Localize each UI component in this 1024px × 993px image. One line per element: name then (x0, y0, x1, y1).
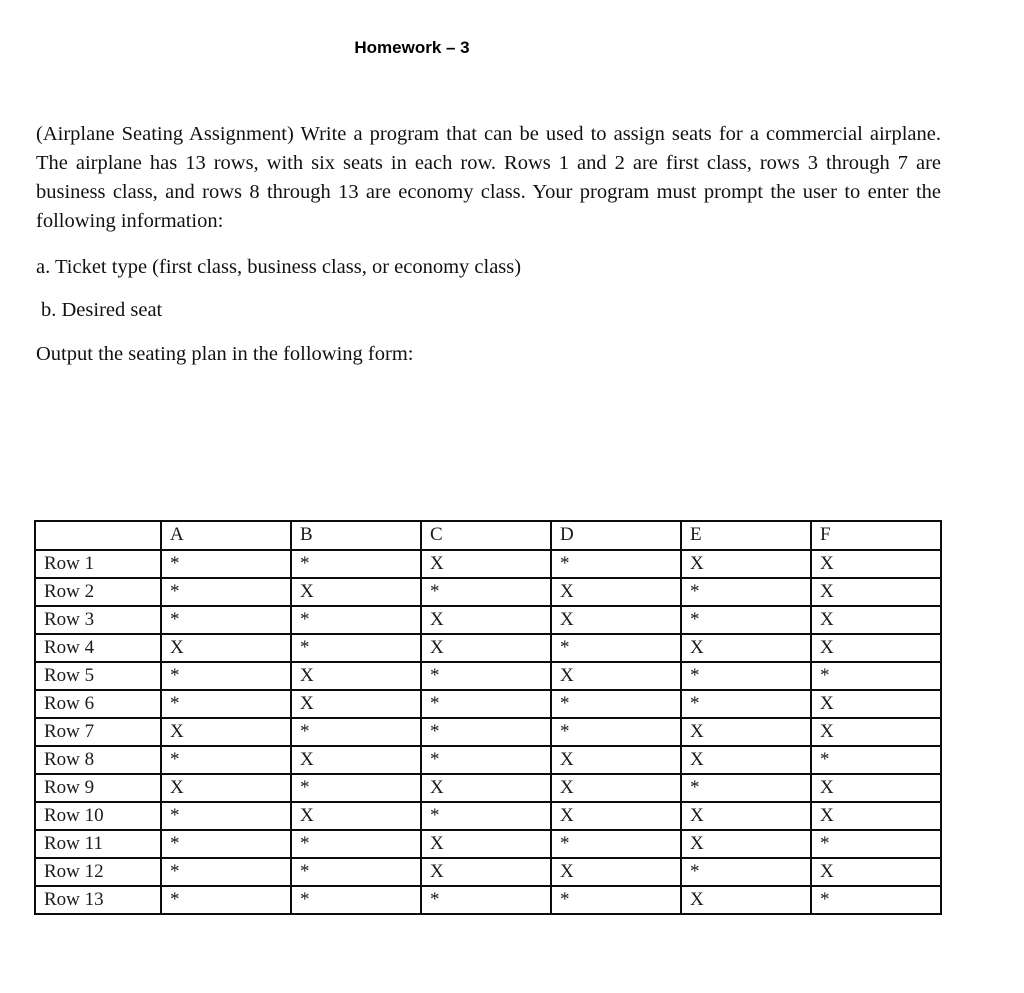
seat-cell: X (681, 886, 811, 914)
row-label: Row 9 (35, 774, 161, 802)
seat-cell: X (551, 662, 681, 690)
seat-cell: X (551, 774, 681, 802)
seat-cell: X (421, 606, 551, 634)
seat-cell: X (681, 746, 811, 774)
seat-cell: * (421, 886, 551, 914)
seat-cell: * (291, 550, 421, 578)
seat-cell: * (681, 690, 811, 718)
table-row (35, 550, 941, 578)
seat-cell: * (161, 662, 291, 690)
seat-cell: X (811, 606, 941, 634)
table-row (35, 690, 941, 718)
table-row (35, 578, 941, 606)
seat-cell: X (421, 830, 551, 858)
column-header-e: E (681, 521, 811, 550)
table-row (35, 886, 941, 914)
seat-cell: X (421, 858, 551, 886)
seat-cell: X (291, 746, 421, 774)
seat-cell: X (551, 746, 681, 774)
table-row (35, 858, 941, 886)
seat-cell: * (161, 690, 291, 718)
table-header-row (35, 521, 941, 550)
seat-cell: * (291, 634, 421, 662)
seat-cell: * (161, 550, 291, 578)
seat-cell: * (161, 802, 291, 830)
table-row (35, 718, 941, 746)
row-label: Row 2 (35, 578, 161, 606)
table-row (35, 662, 941, 690)
seat-cell: * (551, 886, 681, 914)
seat-cell: X (681, 802, 811, 830)
seat-cell: X (811, 774, 941, 802)
column-header-d: D (551, 521, 681, 550)
seat-cell: * (291, 774, 421, 802)
seat-cell: * (161, 830, 291, 858)
seat-cell: X (421, 550, 551, 578)
seat-cell: X (811, 690, 941, 718)
row-label: Row 7 (35, 718, 161, 746)
seat-cell: X (811, 802, 941, 830)
seat-cell: * (291, 606, 421, 634)
seat-cell: * (681, 774, 811, 802)
column-header-blank (35, 521, 161, 550)
seat-cell: * (421, 690, 551, 718)
seat-cell: X (681, 550, 811, 578)
seat-cell: X (551, 578, 681, 606)
table-row (35, 746, 941, 774)
seat-cell: * (291, 858, 421, 886)
seat-cell: * (551, 550, 681, 578)
seat-cell: * (681, 858, 811, 886)
seat-cell: * (551, 830, 681, 858)
seat-cell: * (681, 578, 811, 606)
row-label: Row 10 (35, 802, 161, 830)
seat-cell: * (291, 718, 421, 746)
seat-cell: X (291, 578, 421, 606)
seat-cell: X (291, 662, 421, 690)
seat-cell: * (421, 578, 551, 606)
seat-cell: * (161, 578, 291, 606)
table-row (35, 634, 941, 662)
row-label: Row 4 (35, 634, 161, 662)
seat-cell: * (551, 718, 681, 746)
table-row (35, 802, 941, 830)
seat-cell: * (681, 606, 811, 634)
row-label: Row 13 (35, 886, 161, 914)
seat-cell: * (291, 886, 421, 914)
assignment-paragraph: (Airplane Seating Assignment) Write a program that can be used to assign seats for a commercial airplane. The airplane has 13 rows, with six seats in each row. Rows 1 and 2 are first class, rows 3 through 7 are business class, and rows 8 through 13 are economy class. Your program must prompt the user to enter the following information: (36, 123, 941, 232)
row-label: Row 8 (35, 746, 161, 774)
seat-cell: X (161, 718, 291, 746)
seat-cell: X (421, 774, 551, 802)
seat-cell: * (811, 830, 941, 858)
output-intro-line: Output the seating plan in the following form: (36, 343, 414, 365)
column-header-f: F (811, 521, 941, 550)
seat-cell: * (421, 746, 551, 774)
seat-cell: * (811, 886, 941, 914)
seat-cell: X (291, 690, 421, 718)
seat-cell: * (291, 830, 421, 858)
table-row (35, 606, 941, 634)
row-label: Row 6 (35, 690, 161, 718)
column-header-b: B (291, 521, 421, 550)
seat-cell: X (551, 606, 681, 634)
row-label: Row 3 (35, 606, 161, 634)
row-label: Row 5 (35, 662, 161, 690)
seat-cell: X (161, 634, 291, 662)
seat-cell: X (551, 858, 681, 886)
seat-cell: X (811, 634, 941, 662)
seat-cell: * (161, 746, 291, 774)
seat-cell: X (681, 634, 811, 662)
seat-cell: * (161, 886, 291, 914)
seat-cell: X (291, 802, 421, 830)
row-label: Row 1 (35, 550, 161, 578)
seat-cell: * (421, 718, 551, 746)
seat-cell: X (811, 718, 941, 746)
seat-cell: * (811, 746, 941, 774)
seat-cell: * (161, 858, 291, 886)
seat-cell: X (811, 858, 941, 886)
seat-cell: * (421, 802, 551, 830)
page-title: Homework – 3 (354, 38, 470, 57)
seat-cell: X (681, 718, 811, 746)
table-row (35, 774, 941, 802)
list-item-a: a. Ticket type (first class, business class, or economy class) (36, 256, 522, 278)
seat-cell: * (811, 662, 941, 690)
seat-cell: * (551, 690, 681, 718)
row-label: Row 11 (35, 830, 161, 858)
seat-cell: X (811, 578, 941, 606)
seat-cell: X (421, 634, 551, 662)
seat-cell: X (811, 550, 941, 578)
column-header-a: A (161, 521, 291, 550)
seat-cell: * (681, 662, 811, 690)
seat-cell: * (551, 634, 681, 662)
column-header-c: C (421, 521, 551, 550)
table-row (35, 830, 941, 858)
seat-cell: X (161, 774, 291, 802)
seat-cell: * (421, 662, 551, 690)
row-label: Row 12 (35, 858, 161, 886)
seat-cell: X (681, 830, 811, 858)
seat-cell: * (161, 606, 291, 634)
seat-cell: X (551, 802, 681, 830)
seating-plan-table (34, 520, 942, 915)
list-item-b: b. Desired seat (41, 299, 163, 321)
